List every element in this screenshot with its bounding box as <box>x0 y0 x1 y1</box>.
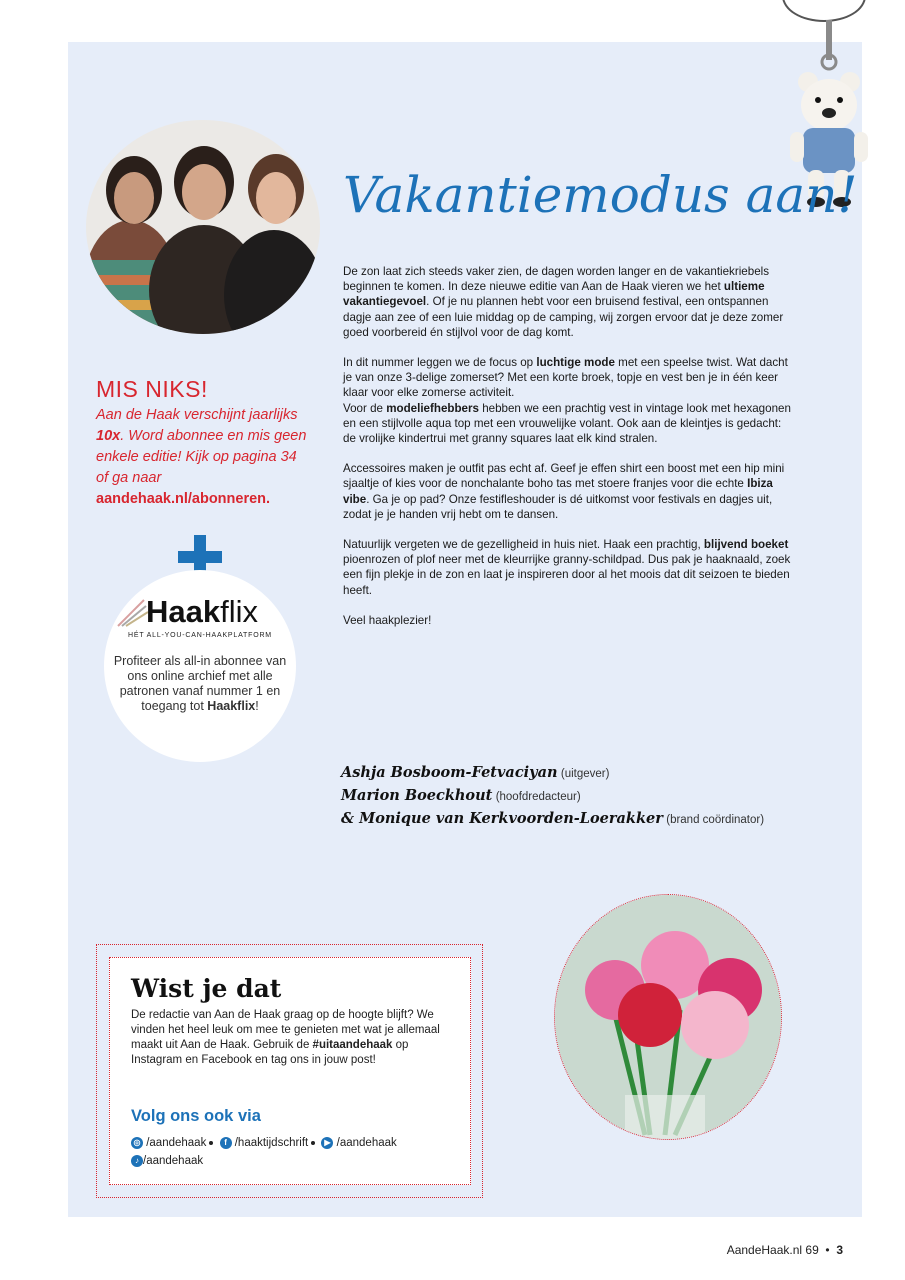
separator-dot <box>311 1141 315 1145</box>
paragraph: Veel haakplezier! <box>343 613 432 627</box>
hashtag: #uitaandehaak <box>312 1039 393 1051</box>
editors-portrait-photo <box>86 120 320 334</box>
haakflix-wordmark: Haakflix <box>146 594 258 629</box>
signatures <box>341 762 801 831</box>
facebook-link[interactable]: /haaktijdschrift <box>234 1137 309 1149</box>
instagram-icon: ◎ <box>131 1137 143 1149</box>
footer-site: AandeHaak.nl 69 <box>726 1243 819 1257</box>
paragraph: Accessoires maken je outfit pas echt af. Geef je effen shirt een boost met een hip mini sjaaltje of kies voor de nonchalante boho tas met stoere franjes voor die echte Ibiza vibe. Ga je op pad? Onze festifleshouder is dé uitkomst voor festivals en dagjes uit, zodat je je handen vrij hebt om te dansen. <box>343 462 785 521</box>
tiktok-link[interactable]: /aandehaak <box>143 1155 204 1167</box>
info-box-title: Wist je dat <box>131 974 282 1003</box>
haakflix-promo <box>104 570 296 762</box>
tiktok-icon: ♪ <box>131 1155 143 1167</box>
instagram-link[interactable]: /aandehaak <box>146 1137 207 1149</box>
subscribe-promo <box>96 376 311 510</box>
follow-heading: Volg ons ook via <box>131 1107 261 1125</box>
facebook-icon: f <box>220 1137 232 1149</box>
social-links <box>131 1134 461 1170</box>
promo-text: Aan de Haak verschijnt jaarlijks 10x. Word abonnee en mis geen enkele editie! Kijk op pagina 34 of ga naar aandehaak.nl/abonneren. <box>96 407 307 507</box>
paragraph: De zon laat zich steeds vaker zien, de dagen worden langer en de vakantiekriebels beginnen te komen. In deze nieuwe editie van Aan de Haak vieren we het ultieme vakantiegevoel. Of je nu plannen hebt voor een bruisend festival, een ontspannen dagje aan zee of een luie middag op de camping, wij zorgen ervoor dat je deze zomer goed voorbereid én stijlvol voor de dag komt. <box>343 265 784 339</box>
paragraph: In dit nummer leggen we de focus op luchtige mode met een speelse twist. Wat dacht je van onze 3-delige zomerset? Met een korte broek, topje en vest ben je in één keer klaar voor elke zomerse activiteit. <box>343 356 788 400</box>
signature-line: & Monique van Kerkvoorden-Loerakker (brand coördinator) <box>341 810 765 827</box>
page-number: 3 <box>836 1243 843 1257</box>
separator-dot <box>209 1141 213 1145</box>
youtube-link[interactable]: /aandehaak <box>336 1137 397 1149</box>
haakflix-description: Profiteer als all-in abonnee van ons online archief met alle patronen vanaf nummer 1 en toegang tot Haakflix! <box>113 654 287 713</box>
signature-line: Marion Boeckhout (hoofdredacteur) <box>341 787 581 804</box>
subscribe-link[interactable]: aandehaak.nl/abonneren <box>96 491 267 507</box>
crochet-peony-bouquet-photo <box>554 894 782 1140</box>
page-footer: AandeHaak.nl 69 • 3 <box>726 1243 843 1257</box>
promo-heading: MIS NIKS! <box>96 376 208 402</box>
page-title: Vakantiemodus aan! <box>343 166 858 224</box>
info-box-text: De redactie van Aan de Haak graag op de hoogte blijft? We vinden het heel leuk om mee te genieten met wat je allemaal maakt uit Aan de Haak. Gebruik de #uitaandehaak op Instagram en Facebook en tag ons in jouw post! <box>131 1009 440 1066</box>
paragraph: Voor de modeliefhebbers hebben we een prachtig vest in vintage look met hexagonen en een stijlvolle aqua top met een vrouwelijke volant. Ook aan de kleintjes is gedacht: de vrolijke kindertrui met granny squares laat elk kind stralen. <box>343 401 791 446</box>
editorial-body <box>343 264 793 643</box>
haakflix-tagline: HÉT ALL-YOU-CAN-HAAKPLATFORM <box>128 632 272 639</box>
youtube-icon: ▶ <box>321 1137 333 1149</box>
paragraph: Natuurlijk vergeten we de gezelligheid in huis niet. Haak een prachtig, blijvend boeket pioenrozen of plof neer met de kleurrijke granny-schildpad. Dus pak je haaknaald, zoek een fijn plekje in de zon en laat je inspireren door al het moois dat dit seizoen te bieden heeft. <box>343 538 791 597</box>
signature-line: Ashja Bosboom-Fetvaciyan (uitgever) <box>341 764 610 781</box>
